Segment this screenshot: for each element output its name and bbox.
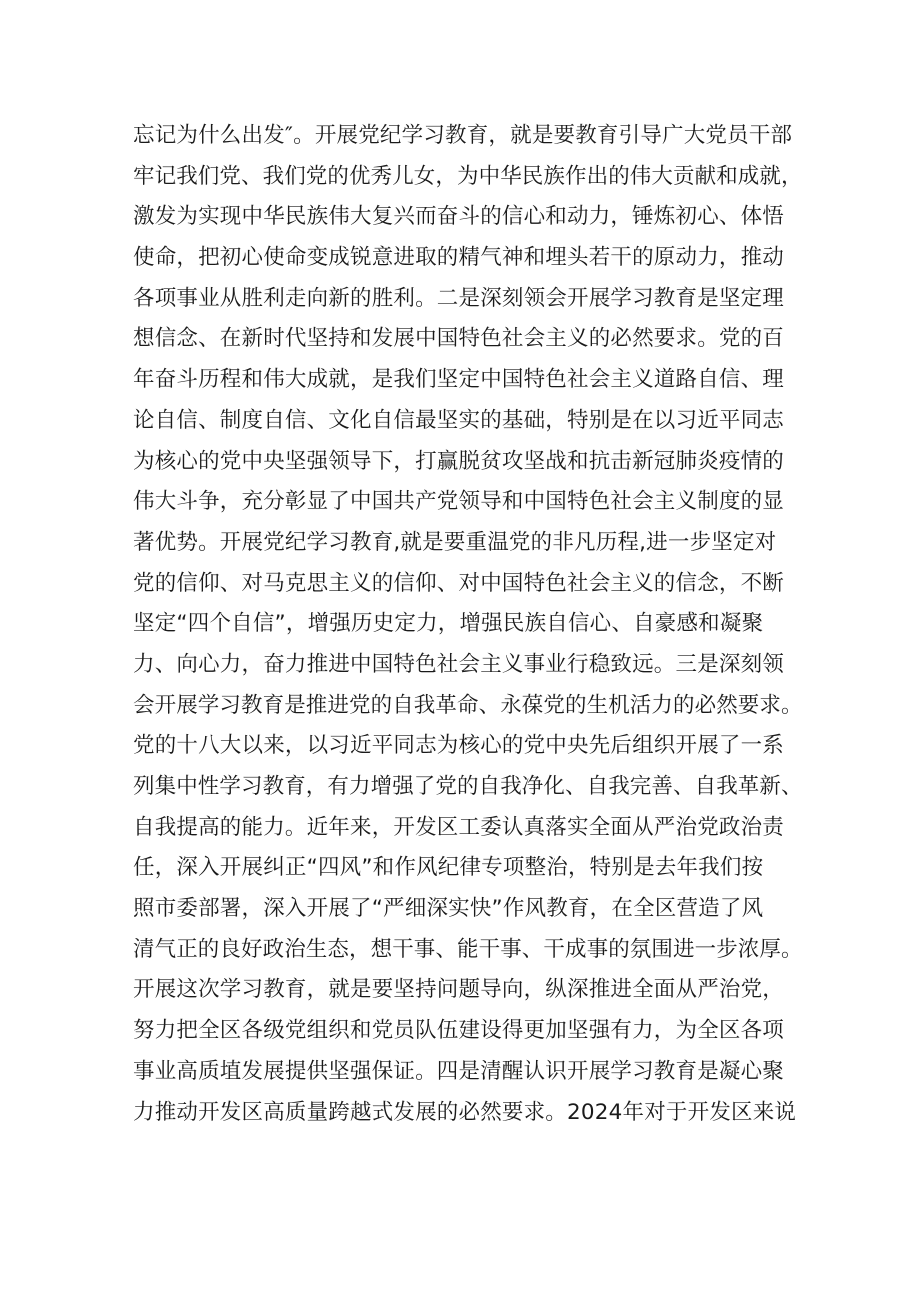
text-line: 清气正的良好政治生态，想干事、能干事、干成事的氛围进一步浓厚。 — [133, 936, 803, 962]
text-line: 照市委部署，深入开展了“严细深实快”作风教育，在全区营造了风 — [133, 896, 764, 922]
text-line: 著优势。开展党纪学习教育,就是要重温党的非凡历程,进一步坚定对 — [133, 529, 777, 555]
text-line: 想信念、在新时代坚持和发展中国特色社会主义的必然要求。党的百 — [133, 326, 785, 352]
text-line: 自我提高的能力。近年来，开发区工委认真落实全面从严治党政治责 — [133, 814, 785, 840]
text-line: 会开展学习教育是推进党的自我革命、永葆党的生机活力的必然要求。 — [133, 692, 803, 718]
text-line: 使命，把初心使命变成锐意进取的精气神和埋头若干的原动力，推动 — [133, 245, 785, 271]
body-paragraph — [133, 116, 803, 1133]
text-line: 各项事业从胜利走向新的胜利。二是深刻领会开展学习教育是坚定理 — [133, 285, 785, 311]
text-line: 激发为实现中华民族伟大复兴而奋斗的信心和动力，锤炼初心、体悟 — [133, 204, 785, 230]
text-line: 党的信仰、对马克思主义的信仰、对中国特色社会主义的信念，不断 — [133, 570, 785, 596]
text-line: 年奋斗历程和伟大成就，是我们坚定中国特色社会主义道路自信、理 — [133, 367, 785, 393]
text-line: 牢记我们党、我们党的优秀儿女，为中华民族作出的伟大贡献和成就， — [133, 163, 803, 189]
text-line: 伟大斗争，充分彰显了中国共产党领导和中国特色社会主义制度的显 — [133, 489, 785, 515]
text-line: 开展这次学习教育，就是要坚持问题导向，纵深推进全面从严治党， — [133, 977, 785, 1003]
text-line: 论自信、制度自信、文化自信最坚实的基础，特别是在以习近平同志 — [133, 407, 785, 433]
text-line: 列集中性学习教育，有力增强了党的自我净化、自我完善、自我革新、 — [133, 774, 803, 799]
text-line: 努力把全区各级党组织和党员队伍建设得更加坚强有力，为全区各项 — [133, 1018, 785, 1044]
text-line: 党的十八大以来，以习近平同志为核心的党中央先后组织开展了一系 — [133, 733, 785, 759]
text-line: 事业高质埴发展提供坚强保证。四是清醒认识开展学习教育是凝心聚 — [133, 1058, 785, 1084]
text-line: 力、向心力，奋力推进中国特色社会主义事业行稳致远。三是深刻领 — [133, 651, 785, 677]
text-line: 任，深入开展纠正“四风”和作风纪律专项整治，特别是去年我们按 — [133, 855, 764, 881]
text-line: 坚定“四个自信”，增强历史定力，增强民族自信心、自豪感和凝聚 — [133, 611, 764, 637]
text-line: 力推动开发区高质量跨越式发展的必然要求。2024年对于开发区来说 — [133, 1099, 797, 1125]
text-line: 忘记为什么出发″。开展党纪学习教育，就是要教育引导广大党员干部 — [133, 123, 793, 148]
text-line: 为核心的党中央坚强领导下，打赢脱贫攻坚战和抗击新冠肺炎疫情的 — [133, 448, 785, 474]
